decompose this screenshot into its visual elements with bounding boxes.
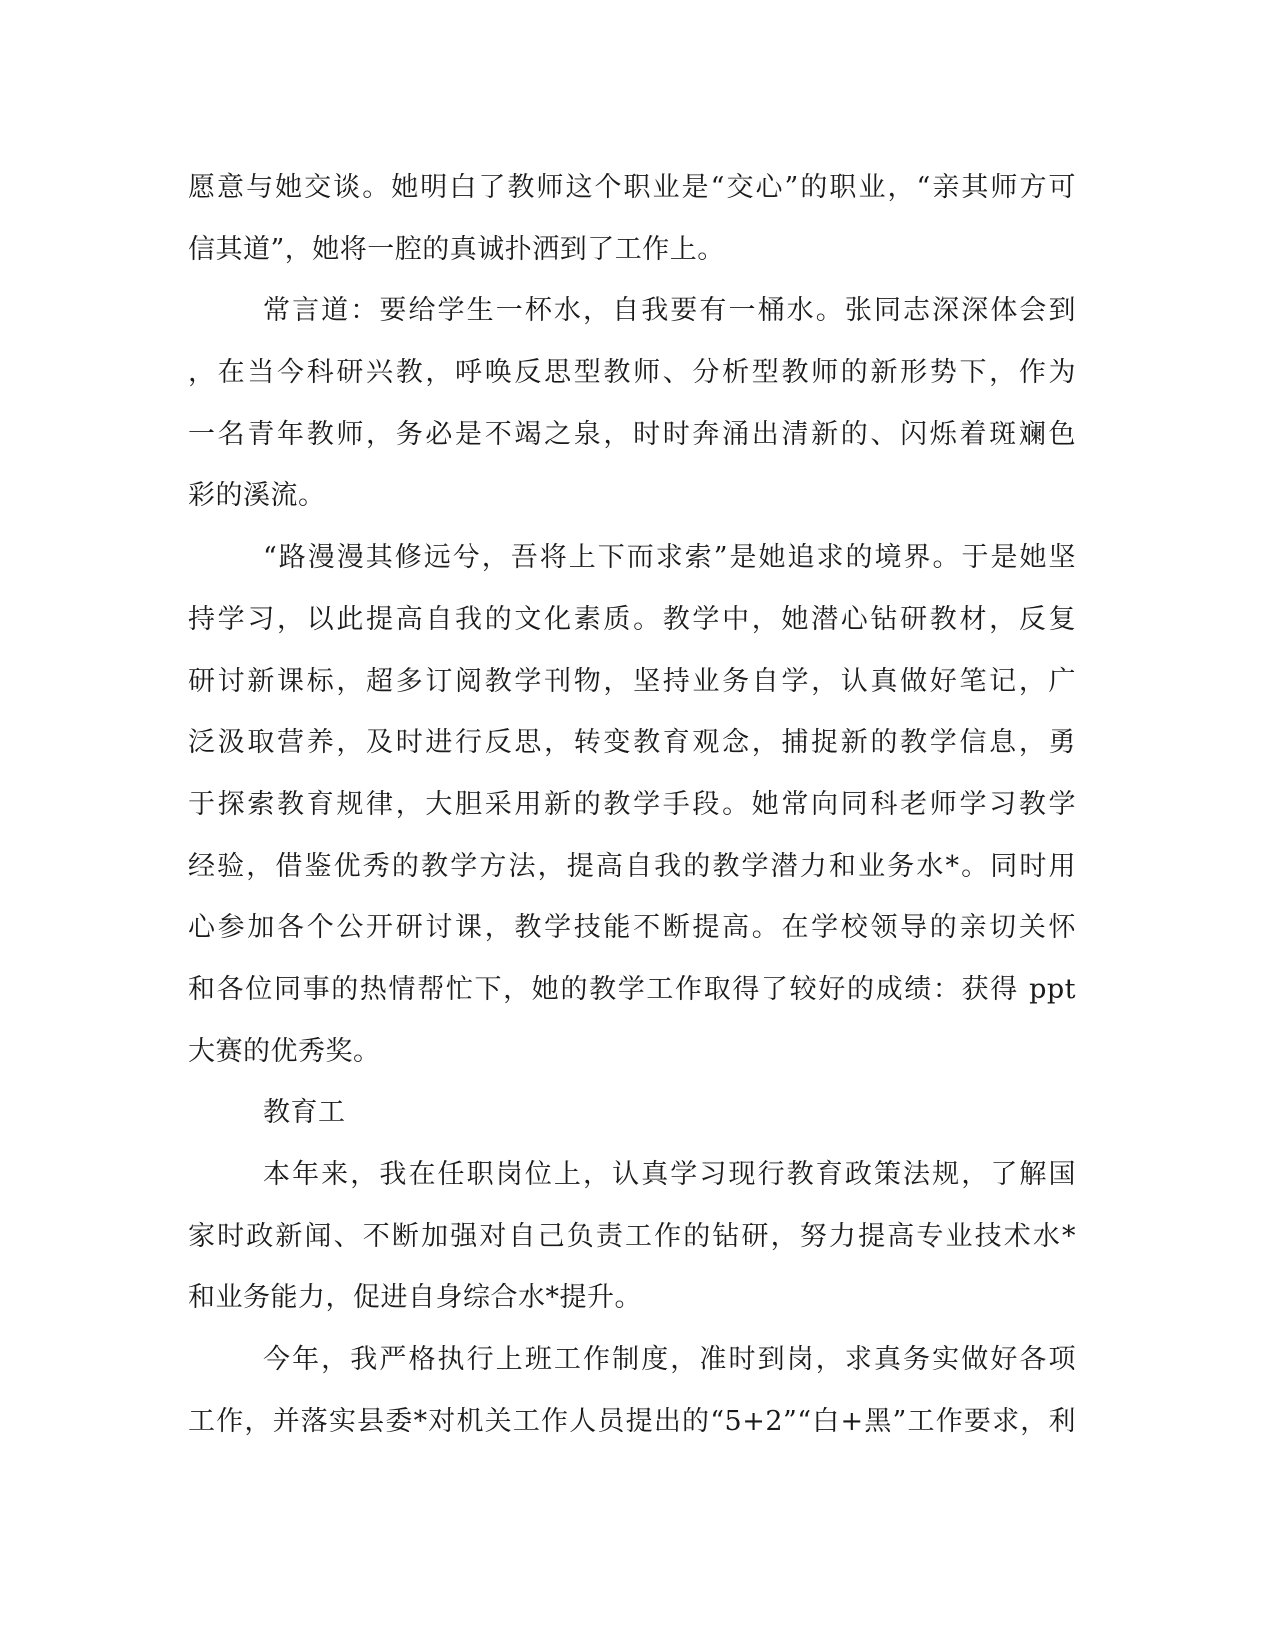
text-line: 泛汲取营养，及时进行反思，转变教育观念，捕捉新的教学信息，勇 — [188, 727, 1076, 759]
paragraph-start-line: “路漫漫其修远兮，吾将上下而求索”是她追求的境界。于是她坚 — [263, 542, 1076, 574]
text-line: 和各位同事的热情帮忙下，她的教学工作取得了较好的成绩：获得 ppt — [188, 973, 1076, 1005]
text-line: 持学习，以此提高自我的文化素质。教学中，她潜心钻研教材，反复 — [188, 603, 1076, 635]
text-line: 于探索教育规律，大胆采用新的教学手段。她常向同科老师学习教学 — [188, 788, 1076, 820]
text-line: 和业务能力，促进自身综合水*提升。 — [188, 1282, 642, 1314]
paragraph-start-line: 今年，我严格执行上班工作制度，准时到岗，求真务实做好各项 — [263, 1344, 1076, 1376]
text-line: 信其道”，她将一腔的真诚扑洒到了工作上。 — [188, 233, 725, 265]
section-heading: 教育工 — [263, 1097, 346, 1129]
text-line: 经验，借鉴优秀的教学方法，提高自我的教学潜力和业务水*。同时用 — [188, 850, 1076, 882]
text-line: ，在当今科研兴教，呼唤反思型教师、分析型教师的新形势下，作为 — [188, 357, 1076, 389]
text-line: 愿意与她交谈。她明白了教师这个职业是“交心”的职业，“亲其师方可 — [188, 172, 1076, 203]
text-line: 心参加各个公开研讨课，教学技能不断提高。在学校领导的亲切关怀 — [188, 912, 1076, 944]
text-line: 研讨新课标，超多订阅教学刊物，坚持业务自学，认真做好笔记，广 — [188, 665, 1076, 697]
text-line: 工作，并落实县委*对机关工作人员提出的“5+2”“白+黑”工作要求，利 — [188, 1405, 1076, 1437]
paragraph-start-line: 常言道：要给学生一杯水，自我要有一桶水。张同志深深体会到 — [263, 295, 1076, 327]
text-line: 家时政新闻、不断加强对自己负责工作的钻研，努力提高专业技术水* — [188, 1220, 1076, 1252]
text-line: 一名青年教师，务必是不竭之泉，时时奔涌出清新的、闪烁着斑斓色 — [188, 418, 1076, 450]
text-line: 大赛的优秀奖。 — [188, 1035, 381, 1067]
text-line: 彩的溪流。 — [188, 480, 326, 512]
document-body — [188, 157, 1076, 1452]
paragraph-start-line: 本年来，我在任职岗位上，认真学习现行教育政策法规，了解国 — [263, 1159, 1076, 1190]
